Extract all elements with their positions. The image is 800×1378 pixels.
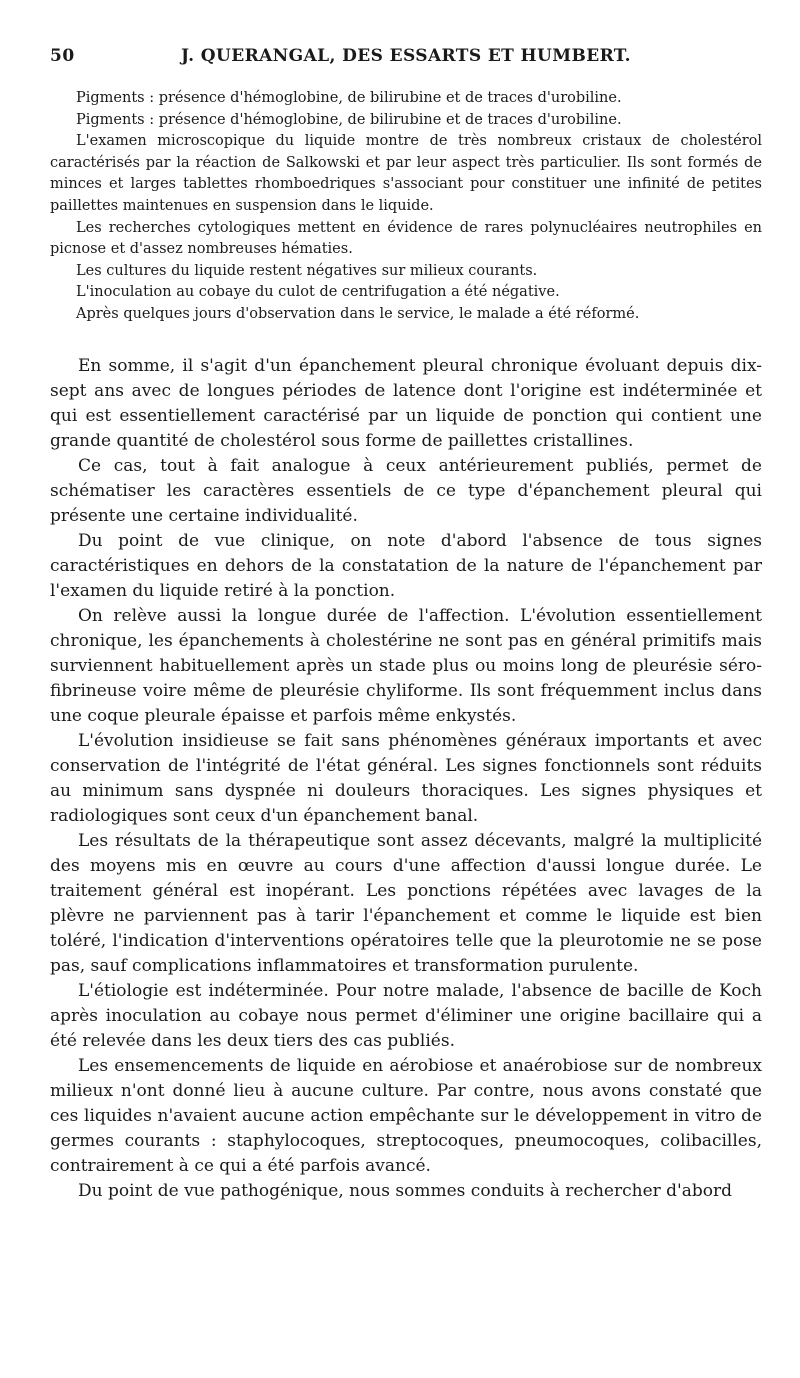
observation-paragraph: Pigments : présence d'hémoglobine, de bilirubine et de traces d'urobiline.	[76, 90, 622, 106]
observation-notes	[50, 88, 762, 326]
body-paragraph: L'étiologie est indéterminée. Pour notre malade, l'absence de bacille de Koch après inoculation au cobaye nous permet d'éliminer une origine bacillaire qui a été relevée dans les deux tiers des cas publiés.	[50, 980, 762, 1051]
observation-paragraph: L'inoculation au cobaye du culot de centrifugation a été négative.	[76, 284, 560, 301]
body-paragraph: En somme, il s'agit d'un épanchement pleural chronique évoluant depuis dix-sept ans avec de longues périodes de latence dont l'origine est indéterminée et qui est essentiellement caractérisé par un liquide de ponction qui contient une grande quantité de cholestérol sous forme de paillettes cristallines.	[50, 355, 762, 451]
body-paragraph: L'évolution insidieuse se fait sans phénomènes généraux importants et avec conservation de l'intégrité de l'état général. Les signes fonctionnels sont réduits au minimum sans dyspnée ni douleurs thoraciques. Les signes physiques et radiologiques sont ceux d'un épanchement banal.	[50, 730, 762, 826]
observation-paragraph: Pigments : présence d'hémoglobine, de bilirubine et de traces d'urobiline.	[76, 111, 622, 128]
body-paragraph: Du point de vue clinique, on note d'abord l'absence de tous signes caractéristiques en dehors de la constatation de la nature de l'épanchement par l'examen du liquide retiré à la ponction.	[50, 530, 762, 601]
body-paragraph: Du point de vue pathogénique, nous sommes conduits à rechercher d'abord	[78, 1180, 732, 1201]
observation-paragraph: Les cultures du liquide restent négatives sur milieux courants.	[76, 262, 538, 279]
body-paragraph: Les résultats de la thérapeutique sont assez décevants, malgré la multiplicité des moyens mis en œuvre au cours d'une affection d'aussi longue durée. Le traitement général est inopérant. Les ponctions répétées avec lavages de la plèvre ne parviennent pas à tarir l'épanchement et comme le liquide est bien toléré, l'indication d'interventions opératoires telle que la pleurotomie ne se pose pas, sauf complications inflammatoires et transformation purulente.	[50, 830, 762, 976]
discussion-text	[50, 354, 762, 1204]
observation-paragraph: L'examen microscopique du liquide montre de très nombreux cristaux de cholestérol caractérisés par la réaction de Salkowski et par leur aspect très particulier. Ils sont formés de minces et larges tablettes rhomboedriques s'associant pour constituer une infinité de petites paillettes maintenues en suspension dans le liquide.	[50, 133, 762, 214]
observation-paragraph: Après quelques jours d'observation dans le service, le malade a été réformé.	[76, 305, 640, 322]
page-header	[50, 38, 762, 72]
page-number: 50	[50, 46, 75, 66]
running-head: J. QUERANGAL, DES ESSARTS ET HUMBERT.	[181, 46, 631, 66]
page	[50, 38, 762, 1204]
body-paragraph: On relève aussi la longue durée de l'affection. L'évolution essentiellement chronique, les épanchements à cholestérine ne sont pas en général primitifs mais surviennent habituellement après un stade plus ou moins long de pleurésie séro-fibrineuse voire même de pleurésie chyliforme. Ils sont fréquemment inclus dans une coque pleurale épaisse et parfois même enkystés.	[50, 605, 762, 726]
observation-paragraph: Les recherches cytologiques mettent en évidence de rares polynucléaires neutrophiles en picnose et d'assez nombreuses hématies.	[50, 219, 762, 258]
body-paragraph: Ce cas, tout à fait analogue à ceux antérieurement publiés, permet de schématiser les caractères essentiels de ce type d'épanchement pleural qui présente une certaine individualité.	[50, 455, 762, 526]
body-paragraph: Les ensemencements de liquide en aérobiose et anaérobiose sur de nombreux milieux n'ont donné lieu à aucune culture. Par contre, nous avons constaté que ces liquides n'avaient aucune action empêchante sur le développement in vitro de germes courants : staphylocoques, streptocoques, pneumocoques, colibacilles, contrairement à ce qui a été parfois avancé.	[50, 1055, 762, 1176]
